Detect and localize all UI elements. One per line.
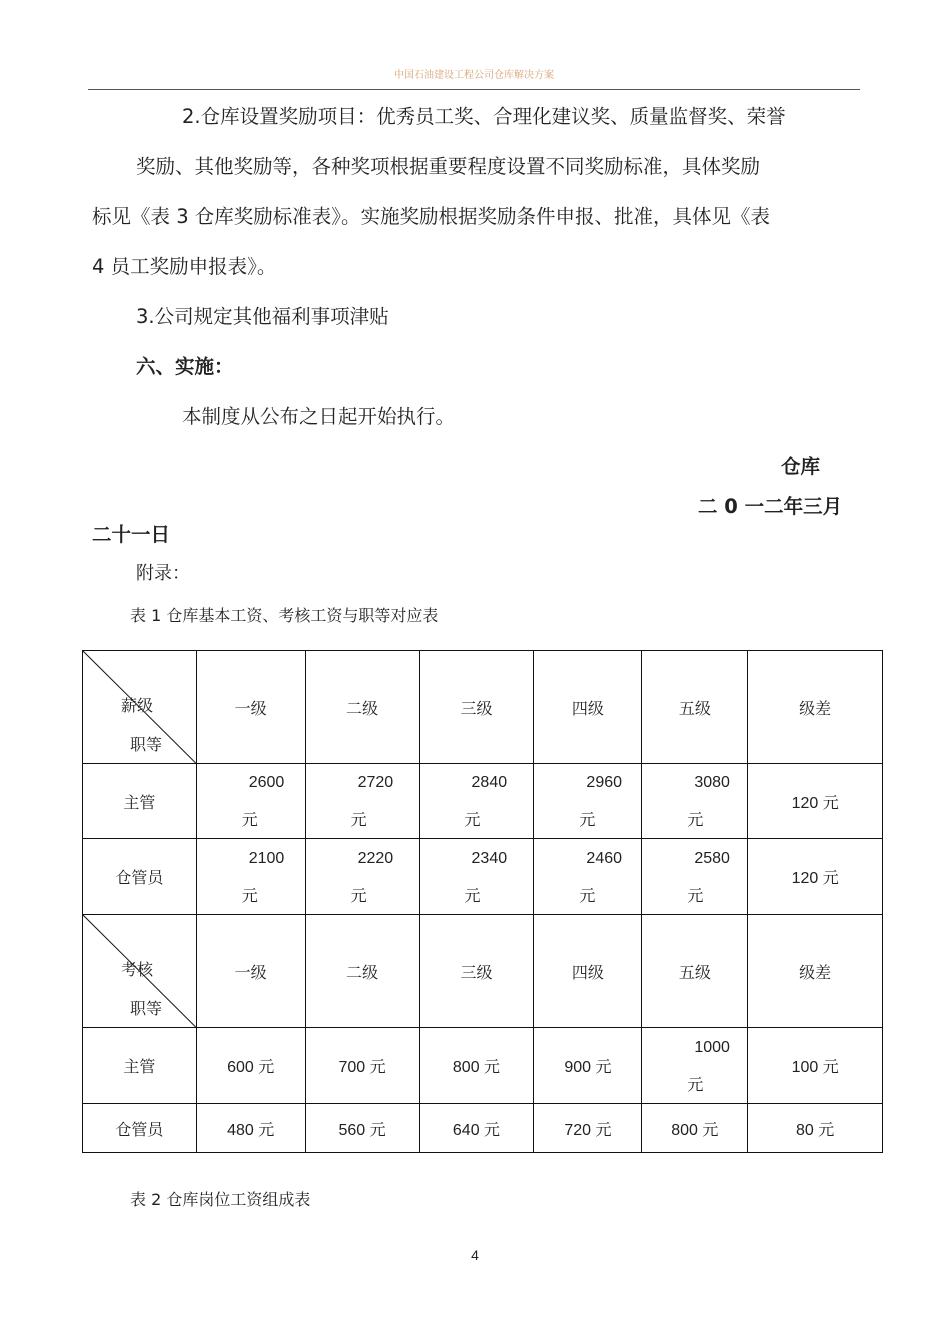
corner-label-bottom: 职等 [130, 735, 163, 754]
col-header: 二级 [305, 915, 419, 1028]
table-cell: 600 元 [196, 1028, 305, 1104]
table-cell: 700 元 [305, 1028, 419, 1104]
cell-value: 2720 [357, 774, 394, 791]
paragraph-rewards-line-1: 2.仓库设置奖励项目：优秀员工奖、合理化建议奖、质量监督奖、荣誉 [182, 105, 786, 128]
col-header: 四级 [534, 915, 642, 1028]
cell-unit: 元 [687, 810, 704, 829]
cell-unit: 元 [464, 885, 481, 905]
header-title: 中国石油建设工程公司仓库解决方案 [394, 70, 554, 81]
table-cell: 800 元 [642, 1104, 748, 1153]
table-cell [642, 764, 748, 839]
cell-unit: 元 [687, 885, 704, 905]
table-cell: 480 元 [196, 1104, 305, 1153]
cell-value: 2580 [694, 849, 730, 867]
table-cell-diff: 100 元 [748, 1028, 883, 1104]
cell-unit: 元 [579, 810, 596, 829]
section-heading-implementation: 六、实施： [136, 355, 234, 378]
cell-unit: 元 [464, 810, 481, 829]
page-number: 4 [471, 1247, 479, 1263]
col-header: 四级 [534, 651, 642, 764]
signature-date-line-1: 二 0 一二年三月 [698, 495, 843, 518]
cell-unit: 元 [350, 810, 367, 829]
table-cell [642, 839, 748, 915]
paragraph-rewards-line-4: 4 员工奖励申报表》。 [92, 255, 277, 278]
table-row [83, 839, 883, 915]
cell-unit: 元 [241, 810, 258, 829]
corner-cell [83, 651, 197, 764]
table-row [83, 1028, 883, 1104]
corner-label-bottom: 职等 [130, 999, 163, 1018]
table-cell: 560 元 [305, 1104, 419, 1153]
col-header: 一级 [196, 915, 305, 1028]
signature-date-line-2: 二十一日 [92, 523, 171, 546]
header-rule [88, 89, 860, 90]
table-header-row [83, 915, 883, 1028]
table-cell-diff: 120 元 [748, 764, 883, 839]
appendix-label: 附录： [136, 563, 190, 584]
cell-value: 1000 [694, 1038, 730, 1056]
row-label: 仓管员 [83, 839, 197, 915]
col-header: 级差 [748, 915, 883, 1028]
table-cell [534, 839, 642, 915]
table-cell [419, 839, 534, 915]
cell-value: 3080 [694, 774, 730, 791]
table-cell [642, 1028, 748, 1104]
col-header: 二级 [305, 651, 419, 764]
cell-unit: 元 [350, 885, 367, 905]
cell-value: 2100 [248, 849, 285, 867]
table-cell: 720 元 [534, 1104, 642, 1153]
cell-unit: 元 [579, 885, 596, 905]
table-header-row [83, 651, 883, 764]
row-label: 仓管员 [83, 1104, 197, 1153]
row-label: 主管 [83, 1028, 197, 1104]
cell-value: 2840 [471, 774, 508, 791]
corner-cell [83, 915, 197, 1028]
table-cell: 640 元 [419, 1104, 534, 1153]
table-cell [419, 764, 534, 839]
col-header: 五级 [642, 915, 748, 1028]
paragraph-welfare: 3.公司规定其他福利事项津贴 [136, 305, 389, 328]
table-row [83, 764, 883, 839]
table-row [83, 1104, 883, 1153]
cell-unit: 元 [687, 1074, 704, 1094]
table-2-caption: 表 2 仓库岗位工资组成表 [130, 1190, 311, 1209]
cell-value: 2220 [357, 849, 394, 867]
col-header: 三级 [419, 915, 534, 1028]
table-1-caption: 表 1 仓库基本工资、考核工资与职等对应表 [130, 606, 439, 625]
col-header: 五级 [642, 651, 748, 764]
col-header: 级差 [748, 651, 883, 764]
cell-unit: 元 [241, 885, 258, 905]
cell-value: 2340 [471, 849, 508, 867]
paragraph-effective: 本制度从公布之日起开始执行。 [182, 405, 456, 428]
corner-label-top: 考核 [121, 960, 154, 979]
table-cell-diff: 120 元 [748, 839, 883, 915]
table-cell [196, 764, 305, 839]
table-cell-diff: 80 元 [748, 1104, 883, 1153]
table-cell [305, 839, 419, 915]
paragraph-rewards-line-2: 奖励、其他奖励等，各种奖项根据重要程度设置不同奖励标准，具体奖励 [136, 155, 761, 178]
cell-value: 2960 [586, 774, 623, 791]
row-label: 主管 [83, 764, 197, 839]
table-cell [196, 839, 305, 915]
table-cell: 800 元 [419, 1028, 534, 1104]
paragraph-rewards-line-3: 标见《表 3 仓库奖励标准表》。实施奖励根据奖励条件申报、批准，具体见《表 [92, 205, 771, 228]
table-cell: 900 元 [534, 1028, 642, 1104]
cell-value: 2600 [248, 774, 285, 791]
col-header: 一级 [196, 651, 305, 764]
table-cell [534, 764, 642, 839]
signature-org: 仓库 [781, 455, 821, 478]
col-header: 三级 [419, 651, 534, 764]
table-cell [305, 764, 419, 839]
corner-label-top: 薪级 [121, 696, 154, 715]
cell-value: 2460 [586, 849, 623, 867]
salary-grade-table [82, 650, 883, 1153]
